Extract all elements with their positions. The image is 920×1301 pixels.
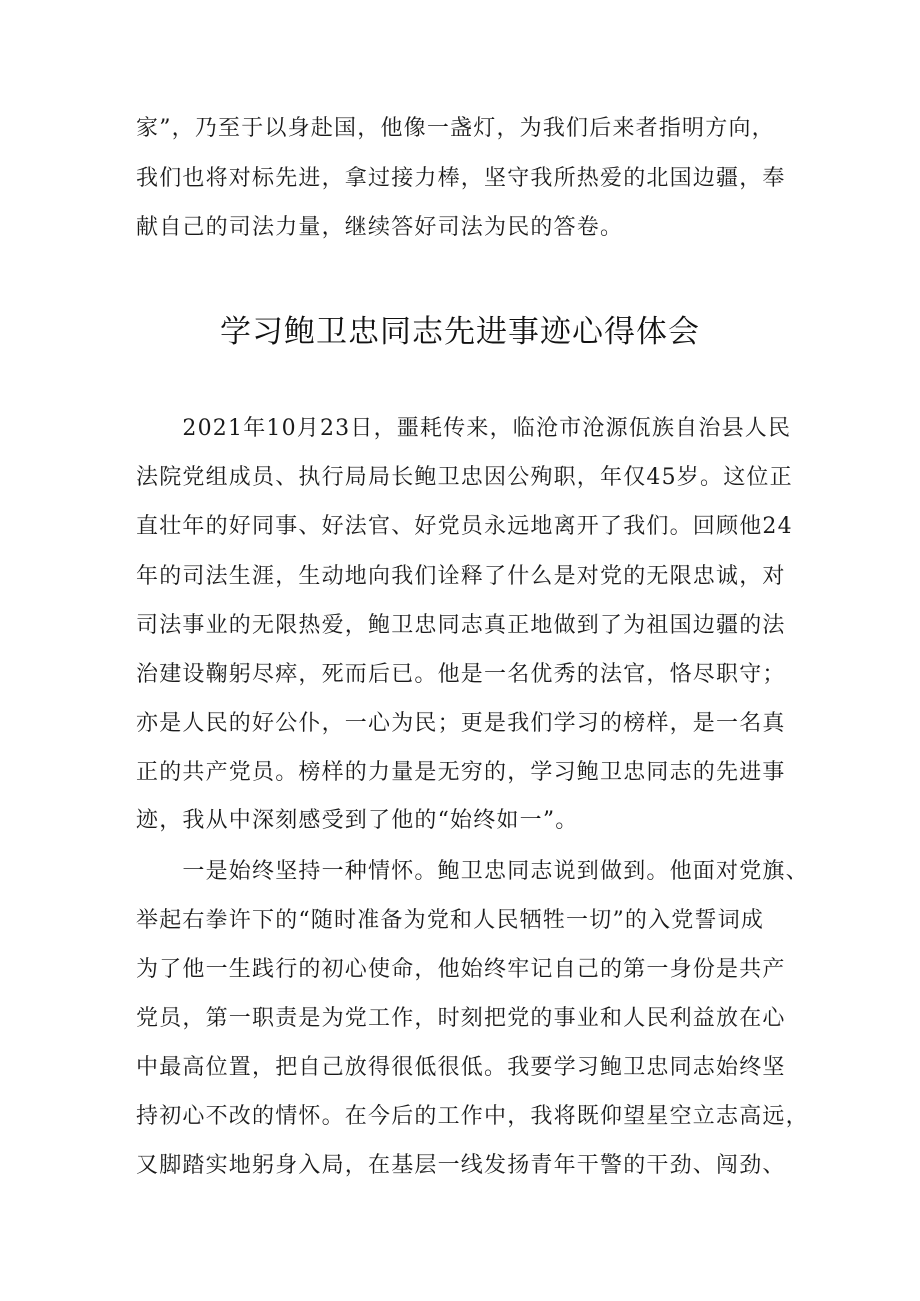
paragraph1-line-8: 正的共产党员。榜样的力量是无穷的，学习鲍卫忠同志的先进事	[136, 760, 786, 785]
paragraph2-line-1: 一是始终坚持一种情怀。鲍卫忠同志说到做到。他面对党旗、	[136, 859, 809, 884]
paragraph2-line-4: 党员，第一职责是为党工作，时刻把党的事业和人民利益放在心	[136, 1006, 786, 1031]
paragraph1-line-3: 直壮年的好同事、好法官、好党员永远地离开了我们。回顾他24	[136, 514, 793, 539]
paragraph1-line-1: 2021年10月23日，噩耗传来，临沧市沧源佤族自治县人民	[136, 416, 792, 441]
paragraph2-line-5: 中最高位置，把自己放得很低很低。我要学习鲍卫忠同志始终坚	[136, 1055, 786, 1080]
paragraph2-line-3: 为了他一生践行的初心使命，他始终牢记自己的第一身份是共产	[136, 957, 786, 982]
paragraph2-line-7: 又脚踏实地躬身入局，在基层一线发扬青年干警的干劲、闯劲、	[136, 1153, 786, 1178]
paragraph1-line-2: 法院党组成员、执行局局长鲍卫忠因公殉职，年仅45岁。这位正	[136, 465, 793, 490]
document-title: 学习鲍卫忠同志先进事迹心得体会	[220, 314, 700, 350]
paragraph2-line-6: 持初心不改的情怀。在今后的工作中，我将既仰望星空立志高远，	[136, 1104, 809, 1129]
intro-line-3: 献自己的司法力量，继续答好司法为民的答卷。	[136, 215, 624, 240]
paragraph1-line-6: 治建设鞠躬尽瘁，死而后已。他是一名优秀的法官，恪尽职守；	[136, 662, 786, 687]
paragraph1-line-7: 亦是人民的好公仆，一心为民；更是我们学习的榜样，是一名真	[136, 711, 786, 736]
intro-line-1: 家”，乃至于以身赴国，他像一盏灯，为我们后来者指明方向，	[136, 116, 775, 141]
paragraph1-line-5: 司法事业的无限热爱，鲍卫忠同志真正地做到了为祖国边疆的法	[136, 613, 786, 638]
paragraph2-line-2: 举起右拳许下的“随时准备为党和人民牺牲一切”的入党誓词成	[136, 908, 765, 933]
paragraph1-line-4: 年的司法生涯，生动地向我们诠释了什么是对党的无限忠诚，对	[136, 564, 786, 589]
intro-line-2: 我们也将对标先进，拿过接力棒，坚守我所热爱的北国边疆，奉	[136, 166, 786, 191]
paragraph1-line-9: 迹，我从中深刻感受到了他的“始终如一”。	[136, 808, 579, 833]
